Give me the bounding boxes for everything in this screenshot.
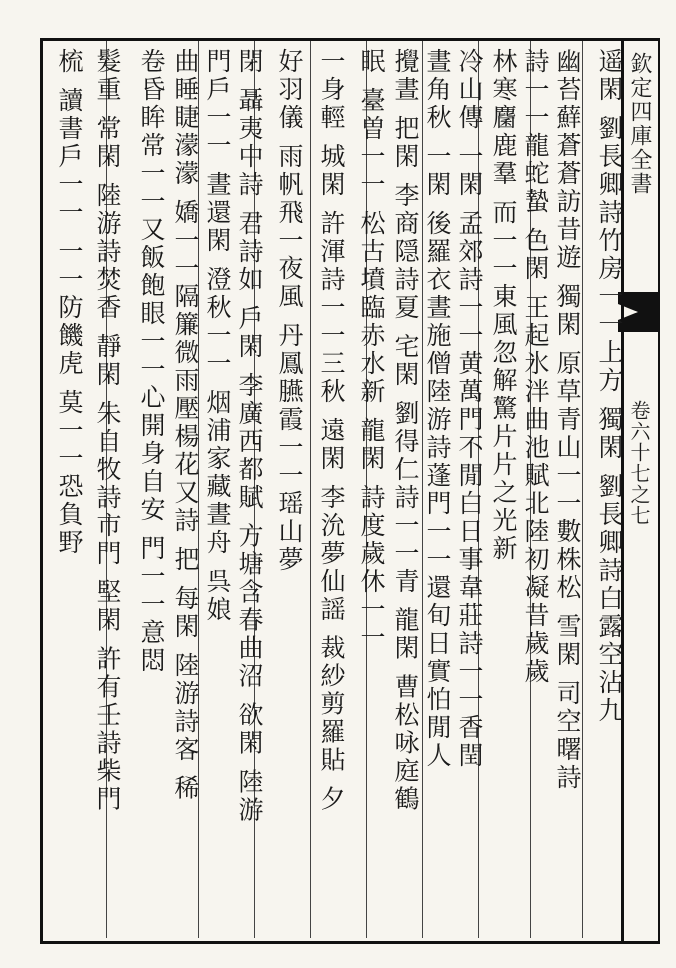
- text-column: 好羽儀 雨帆飛一夜風 丹鳳臙霞一一瑶山夢: [275, 48, 304, 574]
- text-column: 攪晝 把閑 李商隠詩夏 宅閑 劉得仁詩一一青 龍閑 曹松咏庭鶴: [391, 48, 420, 814]
- text-column: 詩一一龍蛇蟄 色閑 王起氷泮曲池賦北陸初凝昔歲歲: [521, 48, 550, 686]
- book-title: 欽定四庫全書: [627, 52, 652, 196]
- text-column: 卷昏眸常一一又飯飽眼一一心開身自安 門一一意悶: [137, 48, 166, 675]
- text-column: 冷山傳 一閑 孟郊詩一一黄萬門不閒白日事韋莊詩一一香閏: [455, 48, 484, 770]
- text-column: 梳 讀書戶一一 一一防饑虎 莫一一恐負野: [55, 48, 84, 557]
- text-column: 眠 臺曽一一 松古墳臨赤水新 龍閑 詩度歲休一一: [357, 48, 386, 652]
- text-column: 林寒麕鹿羣 而一一東風忽解驚片片之光新: [489, 48, 518, 563]
- text-column: 髮重 常閑 陸游詩焚香 靜閑 朱自牧詩市門 堅閑 許有壬詩柴門: [93, 48, 122, 814]
- text-column: 一身輕 城閑 許渾詩一一三秋 遠閑 李沇夢仙謡 裁紗剪羅貼 夕: [317, 48, 346, 814]
- text-column: 晝角秋 一閑 後羅衣晝施僧陸游詩蓬門一一還旬日實怕閒人: [423, 48, 452, 770]
- text-column: 門戶一一 晝還閑 澄秋一一 烟浦家藏晝舟 呉娘: [203, 48, 232, 624]
- text-column: 幽苔蘚蒼蒼訪昔遊 獨閑 原草青山一一數株松 雪閑 司空曙詩: [553, 48, 582, 792]
- text-column: 遥閑 劉長卿詩竹房一一上方 獨閑 劉長卿詩白露空沾九: [595, 48, 624, 725]
- text-column: 閉 聶夷中詩 君詩如 戶閑 李廣西都賦 方塘含春曲沼 欲閑 陸游: [235, 48, 264, 825]
- juan-number: 卷六十七之七: [627, 400, 651, 526]
- text-column: 曲睡睫濛濛 嬌一一隔簾微雨壓楊花又詩 把 每閑 陸游詩客 稀: [171, 48, 200, 803]
